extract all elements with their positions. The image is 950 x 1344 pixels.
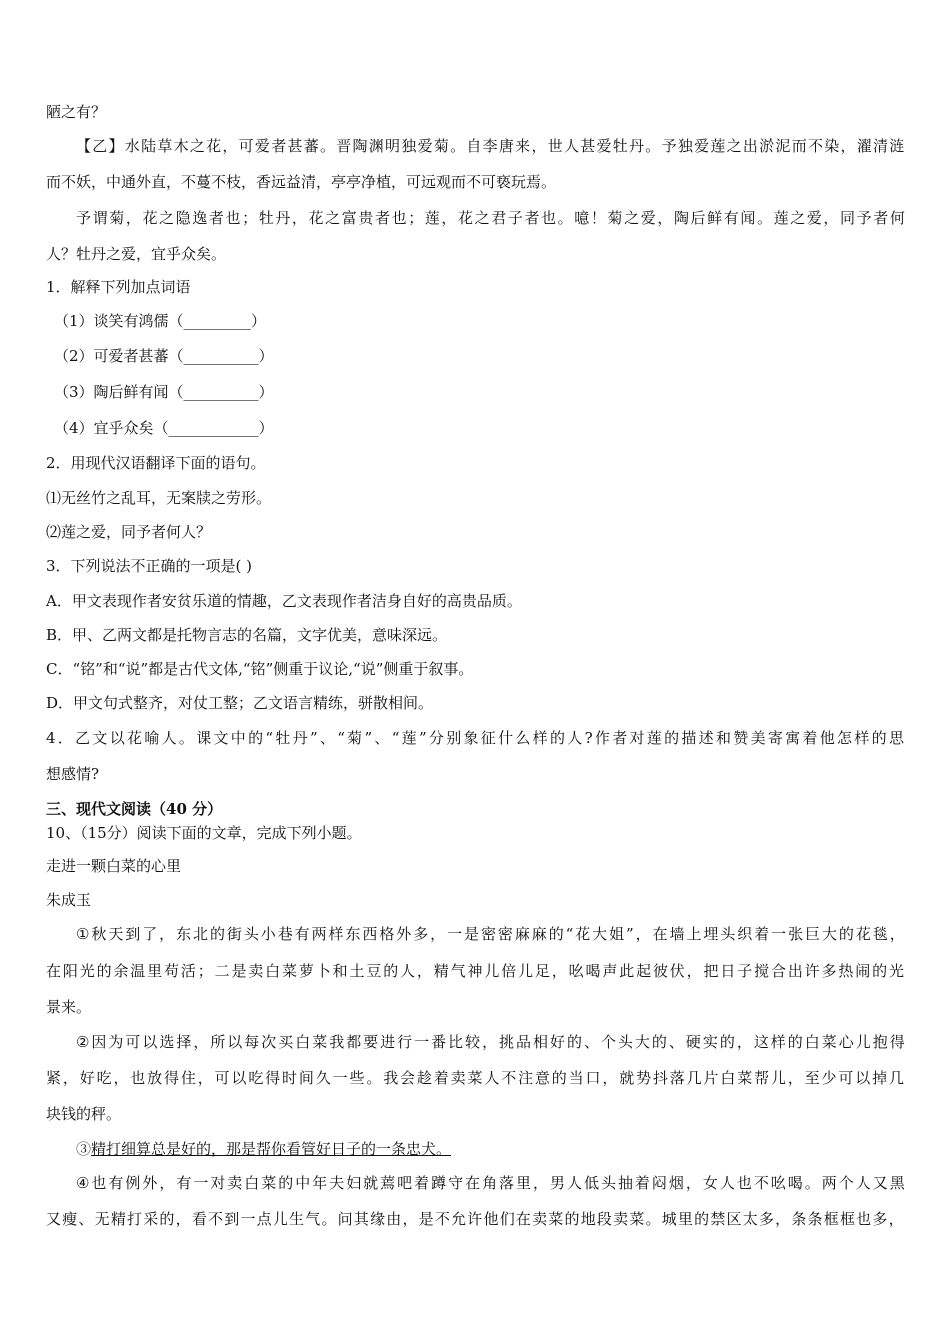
- article-line: ② 因 为 可 以 选 择 ， 所 以 每 次 买 白 菜 我 都 要 进 行 一 番 比 较 ， 挑 品 相 好 的 、 个 头 大 的 、 硬 实 的 ， 这 样 的 白 菜 心 儿 抱 得: [76, 1033, 905, 1051]
- article-line: 又 瘦 、 无 精 打 采 的 ， 看 不 到 一 点 儿 生 气 。 问 其 缘 由 ， 是 不 允 许 他 们 在 卖 菜 的 地 段 卖 菜 。 城 里 的 禁 区 太 多 ， 条 条 框 框 也 多 ，: [46, 1210, 904, 1228]
- article-line: 在 阳 光 的 余 温 里 苟 活 ； 二 是 卖 白 菜 萝 卜 和 土 豆 的 人 ， 精 气 神 儿 倍 儿 足 ， 吆 喝 声 此 起 彼 伏 ， 把 日 子 搅 合 出 许 多 热 闹 的 光: [46, 962, 904, 980]
- passage-line: 予 谓 菊 ， 花 之 隐 逸 者 也 ； 牡 丹 ， 花 之 富 贵 者 也 ； 莲 ， 花 之 君 子 者 也 。 噫 ！ 菊 之 爱 ， 陶 后 鲜 有 闻 。 莲 之 爱 ， 同 予 者 何: [76, 209, 905, 227]
- q1-item: （4）宜乎众矣（____________）: [54, 419, 274, 437]
- article-line: [76, 1139, 451, 1159]
- passage-line: 【 乙 】 水 陆 草 木 之 花 ， 可 爱 者 甚 蕃 。 晋 陶 渊 明 独 爱 菊 。 自 李 唐 来 ， 世 人 甚 爱 牡 丹 。 予 独 爱 莲 之 出 淤 泥 而 不 染 ， 濯 清 涟: [76, 137, 905, 155]
- passage-line: 陋之有？: [46, 103, 107, 121]
- q2-item: ⑴无丝竹之乱耳，无案牍之劳形。: [46, 489, 272, 507]
- question-10: 10、（15分）阅读下面的文章，完成下列小题。: [46, 824, 362, 842]
- article-title: 走进一颗白菜的心里: [46, 857, 182, 875]
- underlined-sentence: 精打细算总是好的，那是帮你看管好日子的一条忠犬。: [91, 1140, 452, 1158]
- article-line: ④ 也 有 例 外 ， 有 一 对 卖 白 菜 的 中 年 夫 妇 就 蔫 吧 着 蹲 守 在 角 落 里 ， 男 人 低 头 抽 着 闷 烟 ， 女 人 也 不 吆 喝 。 两 个 人 又 黑: [76, 1174, 905, 1192]
- question-1: 1．解释下列加点词语: [46, 278, 191, 296]
- article-line: 紧 ， 好 吃 ， 也 放 得 住 ， 可 以 吃 得 时 间 久 一 些 。 我 会 趁 着 卖 菜 人 不 注 意 的 当 口 ， 就 势 抖 落 几 片 白 菜 帮 儿 ， 至 少 可 以 掉 几: [46, 1069, 904, 1087]
- q1-item: （2）可爱者甚蕃（__________）: [54, 347, 274, 365]
- article-line: 景来。: [46, 998, 92, 1016]
- question-4: 4 ． 乙 文 以 花 喻 人 。 课 文 中 的 “ 牡 丹 ” 、 “ 菊 ” 、 “ 莲 ” 分 别 象 征 什 么 样 的 人 ? 作 者 对 莲 的 描 述 和 赞 美 寄 寓 着 他 怎 样 的 思: [46, 729, 904, 747]
- passage-line: 人？牡丹之爱，宜乎众矣。: [46, 245, 227, 263]
- article-line: 块钱的秤。: [46, 1105, 122, 1123]
- article-line: ① 秋 天 到 了 ， 东 北 的 街 头 小 巷 有 两 样 东 西 格 外 多 ， 一 是 密 密 麻 麻 的 “ 花 大 姐 ” ， 在 墙 上 埋 头 织 着 一 张 巨 大 的 花 毯 ，: [76, 925, 905, 943]
- q1-item: （1）谈笑有鸿儒（_________）: [54, 312, 267, 330]
- section-heading: 三、现代文阅读（40 分）: [46, 800, 223, 818]
- question-3: 3．下列说法不正确的一项是( ): [46, 557, 253, 575]
- passage-line: 而不妖，中通外直，不蔓不枝，香远益清，亭亭净植，可远观而不可亵玩焉。: [46, 173, 557, 191]
- q2-item: ⑵莲之爱，同予者何人？: [46, 523, 212, 541]
- q3-option: C．“铭”和“说”都是古代文体,“铭”侧重于议论,“说”侧重于叙事。: [46, 660, 474, 678]
- question-4-cont: 想感情?: [46, 765, 100, 783]
- article-author: 朱成玉: [46, 891, 92, 909]
- q1-item: （3）陶后鲜有闻（__________）: [54, 383, 274, 401]
- q3-option: B．甲、乙两文都是托物言志的名篇，文字优美，意味深远。: [46, 626, 448, 644]
- paragraph-number: ③: [76, 1140, 92, 1158]
- question-2: 2．用现代汉语翻译下面的语句。: [46, 454, 266, 472]
- q3-option: D．甲文句式整齐，对仗工整；乙文语言精练，骈散相间。: [46, 694, 434, 712]
- q3-option: A．甲文表现作者安贫乐道的情趣，乙文表现作者洁身自好的高贵品质。: [46, 592, 522, 610]
